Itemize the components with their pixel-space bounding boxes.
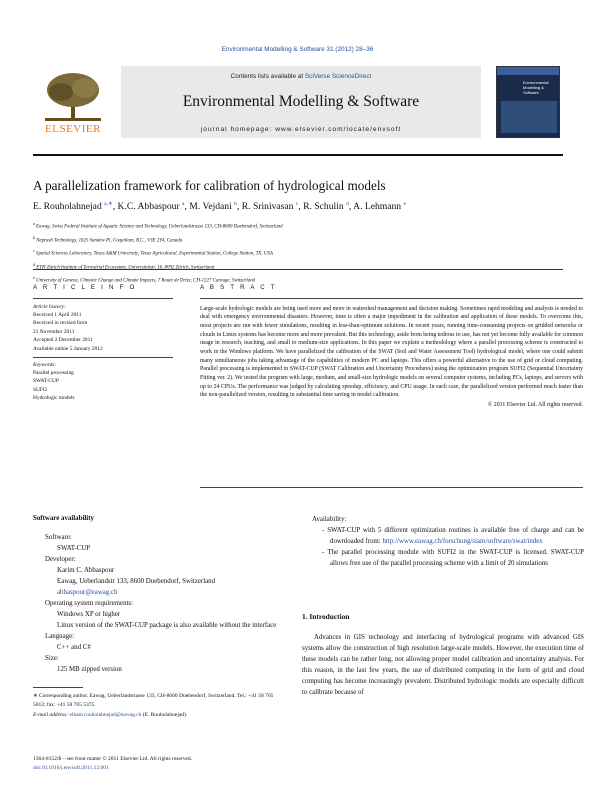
author-name[interactable]: M. Vejdani [189, 201, 235, 213]
cover-title: Environmental Modelling & Software [523, 80, 549, 95]
availability-text: SWAT-CUP with 5 different optimization routines is available free of charge and can be downloaded from: [327, 527, 584, 545]
keywords-label: Keywords: [33, 361, 57, 368]
cover-strip [497, 67, 560, 75]
author-affiliation-mark[interactable]: b [234, 201, 237, 207]
software-value: SWAT-CUP [57, 545, 91, 552]
sciencedirect-link[interactable]: SciVerse ScienceDirect [304, 73, 372, 80]
header-divider [33, 154, 563, 156]
affiliation-text: University of Geneva, Climatic Change and Climate Impacts, 7 Route de Drize, CH-1227 Carouge, Switzerland [34, 278, 256, 284]
language-value: C++ and C# [57, 644, 91, 651]
article-history [33, 303, 173, 353]
affiliation-mark: b [33, 234, 36, 240]
os-requirement: Windows XP or higher [57, 611, 121, 618]
journal-homepage-link[interactable]: journal homepage: www.elsevier.com/locate/envsoft [200, 126, 402, 133]
availability-text: The parallel processing module with SUFI2 in the SWAT-CUP is licensed. SWAT-CUP allows free use of the parallel processing scheme with a limit of 20 simulations [327, 549, 584, 567]
author-name[interactable]: E. Rouholahnejad [33, 201, 105, 213]
history-line: Received in revised form [33, 320, 88, 327]
affiliation [33, 246, 563, 260]
os-label: Operating system requirements: [45, 600, 134, 607]
affiliation-text: ETH Zürich Institute of Terrestrial Ecosystem, Universitätstr. 16, 8092 Zürich, Switzerland [35, 265, 215, 271]
availability-item: - The parallel processing module with SUFI2 in the SWAT-CUP is licensed. SWAT-CUP allows free use of the parallel processing scheme with a limit of 20 simulations [322, 549, 584, 567]
author-separator: , [184, 201, 190, 213]
size-label: Size: [45, 655, 59, 662]
affiliation-text: Spatial Sciences Laboratory, Texas A&M University, Texas Agricultural, Experimental Station, College Station, TX, USA [34, 251, 273, 257]
keyword: SUFI2 [33, 386, 48, 393]
affiliation-text: Eawag, Swiss Federal Institute of Aquatic Science and Technology, Ueberlandstrasse 133, CH-8600 Duebendorf, Switzerland [34, 224, 283, 230]
software-availability [33, 513, 283, 675]
download-link[interactable]: http://www.eawag.ch/forschung/siam/software/swat/index [382, 538, 543, 545]
abstract-rule [200, 298, 583, 299]
abstract-text: Large-scale hydrologic models are being used more and more in watershed management and decision making. Sometimes rapid modeling and analysis is needed to deal with emergency environmental disasters. However, time is often a major impediment in the calibration and application of these models. To overcome this, most projects are run with fewer simulations, resulting in less-than-optimum solutions. In recent years, running time-consuming projects on gridded networks or clouds in Linux systems has become more and more prevalent. But this technology, aside from being tedious to use, has not yet become fully available for common usage in research, teaching, and small to medium-size applications. In this paper we explain a methodology where a parallel processing scheme is constructed to work in the Windows platform. We have parallelized the calibration of the SWAT (Soil and Water Assessment Tool) hydrological model, where one could submit many simultaneous jobs taking advantage of the capabilities of modern PC and laptops. This offers a powerful alternative to the use of grid or cloud computing. Parallel processing is implemented in SWAT-CUP (SWAT Calibration and Uncertainty Procedures) using the optimization program SUFI2 (Sequential Uncertainty Fitting ver. 2). We tested the program with large, medium, and small-size hydrologic models on several computer systems, including PCs, laptops, and servers with up to 24 CPUs. The performance was judged by calculating speedup, efficiency, and CPU usage. In each case, the parallelized version performed much faster than the non-parallelized version, resulting in substantial time saving in model calibration. [200, 305, 583, 399]
history-line: Available online 5 January 2012 [33, 345, 103, 352]
article-info-rule [33, 298, 173, 299]
contents-line [121, 73, 481, 80]
author-separator: , [112, 201, 118, 213]
developer-address: Eawag, Ueberlandstr 133, 8600 Duebendorf, Switzerland [57, 578, 216, 585]
article-info [33, 284, 173, 403]
author-affiliation-mark[interactable]: a [182, 201, 185, 207]
availability-item: - SWAT-CUP with 5 different optimization routines is available free of charge and can be downloaded from: http://www.eawag.ch/forschung/siam/software/swat/index [322, 527, 584, 545]
introduction-heading: 1. Introduction [302, 612, 350, 621]
tree-icon [41, 70, 105, 122]
affiliation-mark: a [33, 221, 35, 226]
affiliation-list [33, 219, 563, 287]
doi-link[interactable]: doi:10.1016/j.envsoft.2011.12.001 [33, 765, 109, 771]
footnote [33, 692, 283, 720]
article-title: A parallelization framework for calibration of hydrological models [33, 178, 386, 193]
affiliation [33, 260, 563, 274]
history-rule [33, 357, 173, 358]
elsevier-wordmark: ELSEVIER [45, 123, 101, 135]
journal-title: Environmental Modelling & Software [182, 93, 420, 110]
author-affiliation-mark[interactable]: d [346, 201, 349, 207]
email-suffix: (E. Rouholahnejad). [141, 711, 188, 718]
corresponding-author-note: ∗ Corresponding author. Eawag, Ueberlandstrasse 133, CH-8600 Duebendorf, Switzerland. Tel.: +41 58 765 5012; fax: +41 58 765 5375. [33, 693, 274, 709]
author-name[interactable]: K.C. Abbaspour [117, 201, 183, 213]
author-separator: , [298, 201, 304, 213]
author-list [33, 201, 406, 212]
article-identifiers [33, 755, 192, 773]
journal-cover-image[interactable] [496, 66, 560, 138]
affiliation-mark: d [33, 261, 36, 267]
email-link[interactable]: elham.rouholahnejad@eawag.ch [69, 711, 142, 718]
keywords [33, 361, 173, 403]
os-requirement: Linux version of the SWAT-CUP package is also available without the interface [57, 622, 277, 629]
author-separator: , [236, 201, 242, 213]
software-label: Software: [45, 534, 72, 541]
copyright-notice: © 2011 Elsevier Ltd. All rights reserved. [487, 401, 583, 408]
abstract-heading: A B S T R A C T [200, 284, 277, 291]
author-affiliation-mark[interactable]: c [295, 201, 299, 207]
cover-picture [501, 101, 557, 133]
author-name[interactable]: A. Lehmann [353, 201, 404, 213]
email-line [33, 711, 283, 720]
issn-line: 1364-8152/$ – see front matter © 2011 Elsevier Ltd. All rights reserved. [33, 756, 193, 762]
keyword: SWAT-CUP [33, 378, 59, 385]
size-value: 125 MB zipped version [57, 666, 122, 673]
abstract-bottom-rule [200, 487, 583, 488]
author-name[interactable]: R. Srinivasan [241, 201, 296, 213]
language-label: Language: [45, 633, 75, 640]
article-info-heading: A R T I C L E I N F O [33, 284, 137, 291]
developer-email-link[interactable]: abbaspour@eawag.ch [57, 589, 118, 596]
author-name[interactable]: R. Schulin [303, 201, 347, 213]
keyword: Hydrologic models [33, 395, 75, 402]
affiliation [33, 233, 563, 247]
author-affiliation-mark[interactable]: a,∗ [104, 201, 113, 207]
journal-header [33, 66, 563, 152]
affiliation-text: Neprash Technology, 1625 Sundew Pl, Coquitlam, B.C., V3E 2Y4, Canada [35, 238, 183, 244]
history-label: Article history: [33, 303, 66, 310]
contents-prefix: Contents lists available at [230, 73, 305, 80]
elsevier-logo[interactable] [33, 66, 113, 136]
keyword: Parallel processing [33, 370, 74, 377]
developer-label: Developer: [45, 556, 76, 563]
history-line: 21 November 2011 [33, 328, 75, 335]
introduction-text: Advances in GIS technology and interfacing of hydrological programs with advanced GIS systems allow the construction of high resolution large-scale models. However, the execution time of these models can be rather long, not allowing proper model calibration and uncertainty analysis. For this reason, in the last few years, the use of distributed computing in the form of grid and cloud computing has become increasingly prevalent. Distributed hydrologic models are especially difficult to calibrate because of [302, 634, 584, 697]
software-heading: Software availability [33, 515, 94, 522]
history-line: Accepted 2 December 2011 [33, 337, 93, 344]
email-label: E-mail address: [33, 711, 69, 718]
journal-banner [121, 66, 481, 138]
footnote-rule [33, 687, 83, 688]
developer-name: Karim C. Abbaspour [57, 567, 115, 574]
availability-label: Availability: [312, 516, 347, 523]
history-line: Received 1 April 2011 [33, 312, 82, 318]
abstract [200, 284, 583, 408]
author-affiliation-mark[interactable]: e [403, 201, 406, 207]
availability [312, 514, 584, 569]
affiliation-mark: e [33, 275, 35, 281]
affiliation-divider [33, 269, 563, 270]
affiliation [33, 219, 563, 233]
author-separator: , [348, 201, 354, 213]
affiliation-mark: c [33, 248, 35, 254]
journal-citation[interactable]: Environmental Modelling & Software 31 (2012) 28–36 [221, 46, 374, 53]
